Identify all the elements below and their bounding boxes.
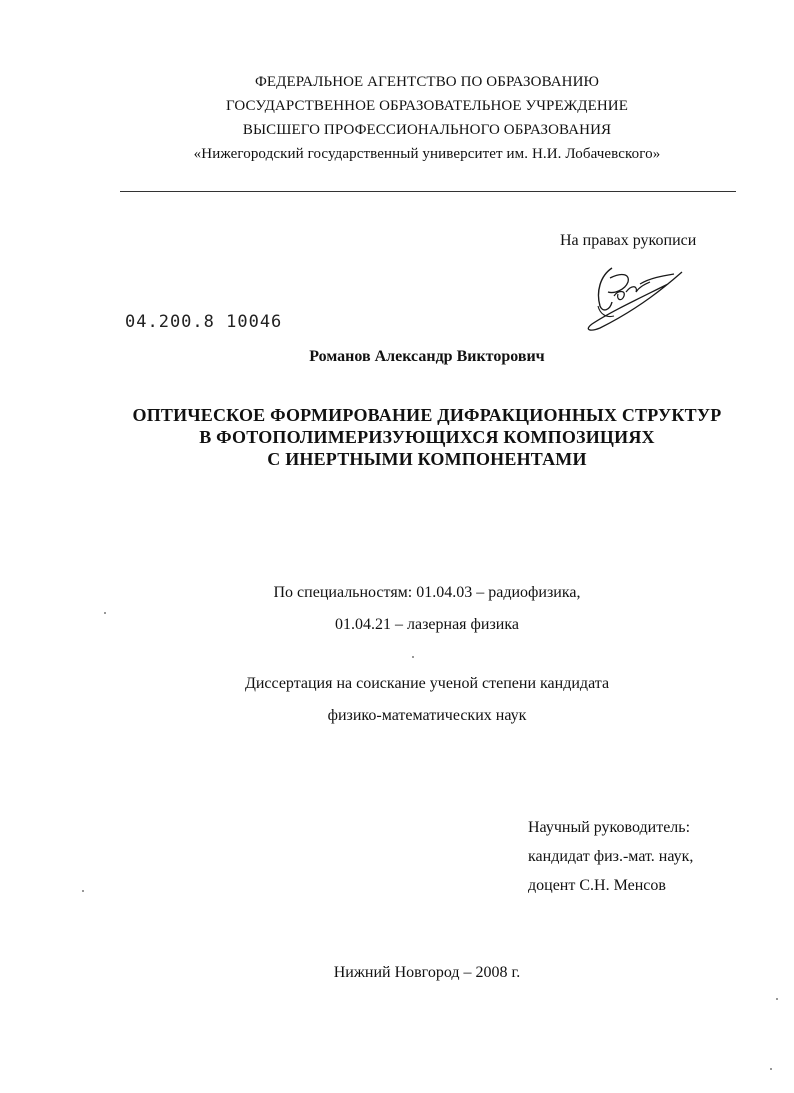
catalog-number: 04.200.8 10046 bbox=[125, 312, 283, 332]
header-line-education: ВЫСШЕГО ПРОФЕССИОНАЛЬНОГО ОБРАЗОВАНИЯ bbox=[242, 122, 612, 138]
header-line-institution: ГОСУДАРСТВЕННОЕ ОБРАЗОВАТЕЛЬНОЕ УЧРЕЖДЕНИЕ bbox=[225, 98, 629, 114]
scan-speck bbox=[770, 1068, 772, 1070]
dissertation-degree bbox=[30, 668, 794, 732]
scan-speck bbox=[776, 998, 778, 1000]
scan-speck bbox=[82, 890, 84, 892]
signature-icon bbox=[570, 258, 700, 338]
degree-line-1: Диссертация на соискание ученой степени кандидата bbox=[244, 675, 610, 692]
supervisor-degree: кандидат физ.-мат. наук, bbox=[528, 848, 694, 865]
supervisor-label: Научный руководитель: bbox=[528, 819, 691, 836]
degree-line-2: физико-математических наук bbox=[327, 707, 527, 724]
header-divider bbox=[120, 191, 736, 192]
specialties bbox=[30, 577, 794, 641]
city-year: Нижний Новгород – 2008 г. bbox=[333, 964, 521, 981]
header-line-university: «Нижегородский государственный университет им. Н.И. Лобачевского» bbox=[193, 146, 661, 162]
supervisor-name: доцент С.Н. Менсов bbox=[528, 877, 666, 894]
institution-header bbox=[30, 70, 794, 166]
title-line-3: С ИНЕРТНЫМИ КОМПОНЕНТАМИ bbox=[267, 449, 587, 469]
specialty-line-1: По специальностям: 01.04.03 – радиофизика, bbox=[273, 584, 581, 601]
author-name: Романов Александр Викторович bbox=[309, 348, 545, 365]
specialty-line-2: 01.04.21 – лазерная физика bbox=[335, 616, 519, 633]
dissertation-title bbox=[30, 404, 794, 470]
manuscript-rights-note: На правах рукописи bbox=[560, 232, 697, 249]
supervisor-block bbox=[528, 813, 768, 900]
scan-speck bbox=[104, 612, 106, 614]
header-line-agency: ФЕДЕРАЛЬНОЕ АГЕНТСТВО ПО ОБРАЗОВАНИЮ bbox=[254, 74, 600, 90]
title-line-1: ОПТИЧЕСКОЕ ФОРМИРОВАНИЕ ДИФРАКЦИОННЫХ СТРУКТУР bbox=[132, 405, 722, 425]
title-line-2: В ФОТОПОЛИМЕРИЗУЮЩИХСЯ КОМПОЗИЦИЯХ bbox=[199, 427, 655, 447]
scan-speck bbox=[412, 656, 414, 658]
